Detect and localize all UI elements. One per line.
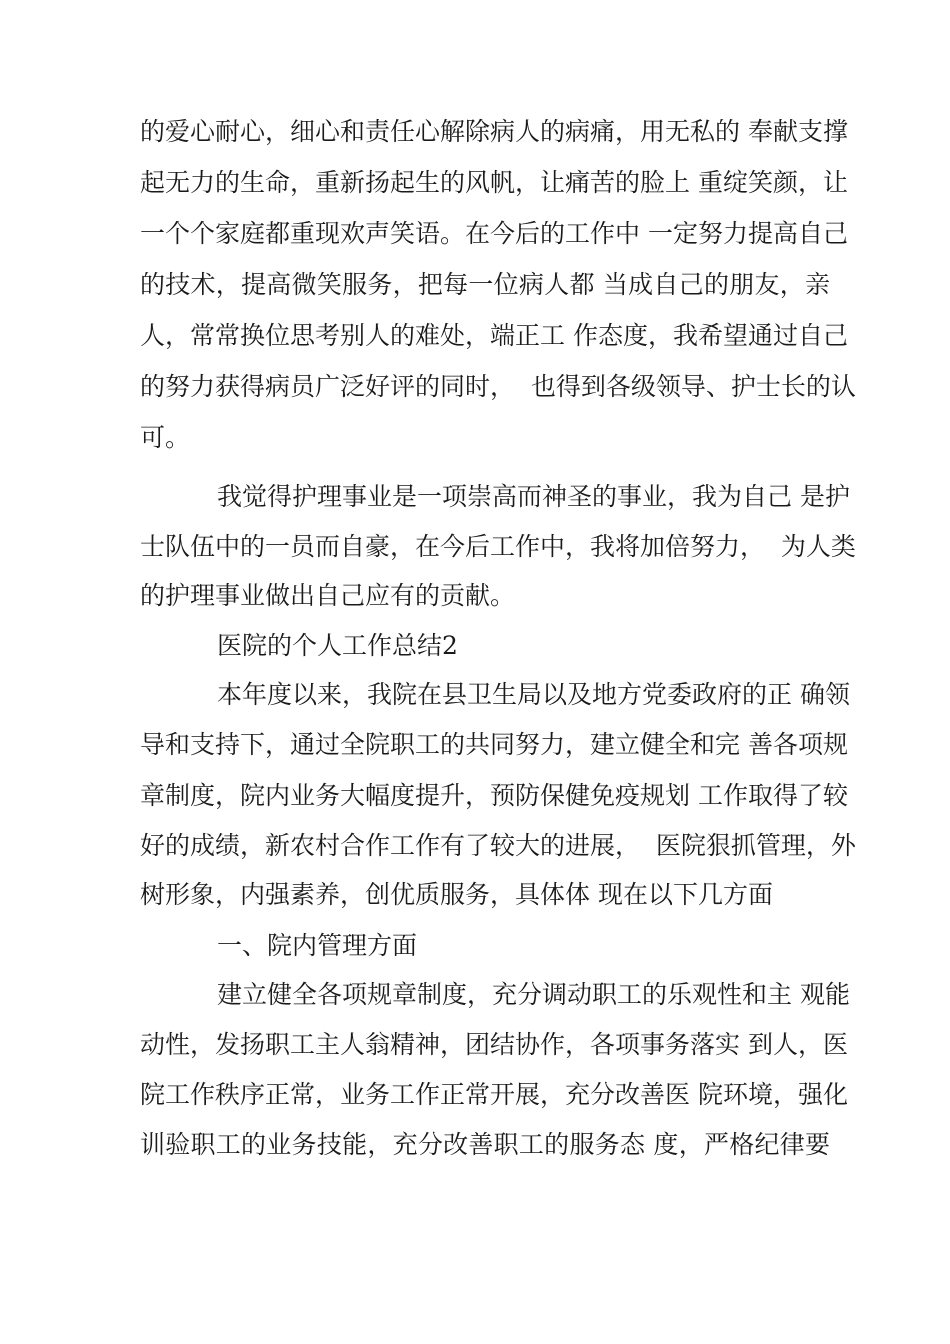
subsection-title: 一、院内管理方面 — [217, 931, 418, 960]
paragraph-line: 我觉得护理事业是一项崇高而神圣的事业，我为自己 是护 — [217, 482, 850, 511]
section-title: 医院的个人工作总结2 — [217, 631, 458, 660]
paragraph-line: 的爱心耐心，细心和责任心解除病人的病痛，用无私的 奉献支撑 — [140, 117, 848, 146]
paragraph-line: 的努力获得病员广泛好评的同时， 也得到各级领导、护士长的认 — [140, 372, 856, 401]
paragraph-line: 起无力的生命，重新扬起生的风帆，让痛苦的脸上 重绽笑颜，让 — [140, 168, 848, 197]
paragraph-line: 动性，发扬职工主人翁精神，团结协作，各项事务落实 到人，医 — [140, 1030, 848, 1059]
paragraph-line: 一个个家庭都重现欢声笑语。在今后的工作中 一定努力提高自己 — [140, 219, 848, 248]
paragraph-line: 章制度，院内业务大幅度提升，预防保健免疫规划 工作取得了较 — [140, 781, 848, 810]
paragraph-line: 好的成绩，新农村合作工作有了较大的进展， 医院狠抓管理，外 — [140, 831, 856, 860]
paragraph-line: 的护理事业做出自己应有的贡献。 — [140, 581, 516, 610]
paragraph-line: 训验职工的业务技能，充分改善职工的服务态 度，严格纪律要 — [140, 1130, 830, 1159]
paragraph-line: 院工作秩序正常，业务工作正常开展，充分改善医 院环境，强化 — [140, 1080, 848, 1109]
paragraph-line: 的技术，提高微笑服务，把每一位病人都 当成自己的朋友，亲 — [140, 270, 830, 299]
paragraph-line: 建立健全各项规章制度，充分调动职工的乐观性和主 观能 — [217, 980, 850, 1009]
paragraph-line: 树形象，内强素养，创优质服务，具体体 现在以下几方面 — [140, 880, 773, 909]
paragraph-line: 导和支持下，通过全院职工的共同努力，建立健全和完 善各项规 — [140, 730, 848, 759]
paragraph-line: 本年度以来，我院在县卫生局以及地方党委政府的正 确领 — [217, 680, 850, 709]
paragraph-line: 可。 — [140, 423, 191, 452]
paragraph-line: 人，常常换位思考别人的难处，端正工 作态度，我希望通过自己 — [140, 321, 848, 350]
paragraph-line: 士队伍中的一员而自豪，在今后工作中，我将加倍努力， 为人类 — [140, 532, 856, 561]
